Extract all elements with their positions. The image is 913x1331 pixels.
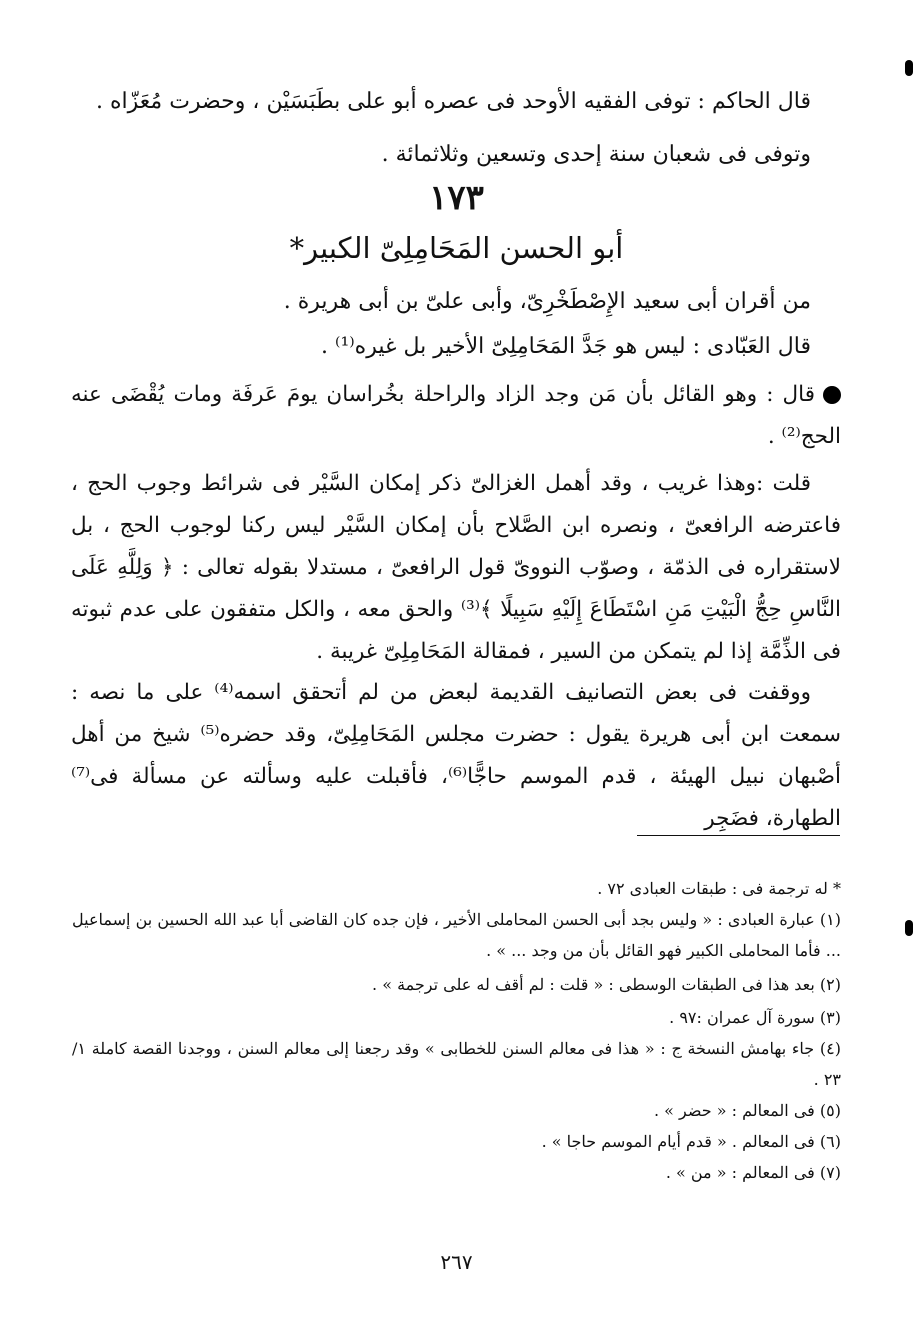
- text-line: وتوفى فى شعبان سنة إحدى وتسعين وثلاثمائة .: [381, 142, 811, 167]
- footnote-4: (٤) جاء بهامش النسخة ج : « هذا فى معالم السنن للخطابى » وقد رجعنا إلى معالم السنن ، ووجدنا القصة كاملة ١/ ٢٣ .: [72, 1039, 841, 1089]
- margin-mark: [905, 920, 913, 936]
- paragraph-waqaftu: ووقفت فى بعض التصانيف القديمة لبعض من لم أتحقق اسمه⁽⁴⁾ على ما نصه : سمعت ابن أبى هريرة يقول : حضرت مجلس المَحَامِلِىّ، وقد حضره⁽⁵⁾ شيخ من أهل أصْبهان نبيل الهيئة ، قدم الموسم حاجًّا⁽⁶⁾، فأقبلت عليه وسألته عن مسألة فى⁽⁷⁾ الطهارة، فضَجِر: [71, 680, 841, 831]
- margin-mark: [905, 60, 913, 76]
- footnote-5: (٥) فى المعالم : « حضر » .: [653, 1101, 841, 1120]
- footnote-6: (٦) فى المعالم . « قدم أيام الموسم حاجا » .: [541, 1132, 841, 1151]
- footnote-1: (١) عبارة العبادى : « وليس بجد أبى الحسن المحاملى الأخير ، فإن جده كان القاضى أبا عبد الله الحسين بن إسماعيل ... فأما المحاملى الكبير فهو القائل بأن من وجد ... » .: [72, 910, 841, 960]
- text-line: قال العَبّادى : ليس هو جَدَّ المَحَامِلِىّ الأخير بل غيره⁽¹⁾ .: [321, 334, 811, 359]
- paragraph-qala: [71, 374, 841, 458]
- paragraph-qultu: قلت :وهذا غريب ، وقد أهمل الغزالىّ ذكر إمكان السَّيْر فى شرائط وجوب الحج ، فاعترضه الرافعىّ ، ونصره ابن الصَّلاح بأن إمكان السَّيْر ليس ركنا لوجوب الحج ، بل لاستقراره فى الذمّة ، وصوّب النووىّ قول الرافعىّ ، مستدلا بقوله تعالى : ﴿ وَلِلَّهِ عَلَى النَّاسِ حِجُّ الْبَيْتِ مَنِ اسْتَطَاعَ إِلَيْهِ سَبِيلًا ﴾⁽³⁾ والحق معه ، والكل متفقون على عدم ثبوته فى الذِّمَّة إذا لم يتمكن من السير ، فمقالة المَحَامِلِىّ غريبة .: [71, 471, 842, 664]
- page-number: ٢٦٧: [440, 1250, 473, 1274]
- footnote-2: (٢) بعد هذا فى الطبقات الوسطى : « قلت : لم أقف له على ترجمة » .: [372, 975, 841, 994]
- text-line: قال الحاكم : توفى الفقيه الأوحد فى عصره أبو على بطَبَسَيْن ، وحضرت مُعَزّاه .: [96, 89, 811, 114]
- footnote-3: (٣) سورة آل عمران :٩٧ .: [669, 1008, 841, 1027]
- paragraph-text: قال : وهو القائل بأن مَن وجد الزاد والراحلة بخُراسان يومَ عَرفَة ومات يُقْضَى عنه الحج⁽²⁾ .: [71, 382, 841, 449]
- text-line: من أقران أبى سعيد الإِصْطَخْرِىّ، وأبى علىّ بن أبى هريرة .: [283, 289, 811, 314]
- footnote-star: * له ترجمة فى : طبقات العبادى ٧٢ .: [597, 879, 841, 898]
- footnote-divider: [637, 835, 840, 836]
- bullet-icon: [823, 386, 841, 404]
- entry-number: ١٧٣: [429, 178, 484, 218]
- entry-title: أبو الحسن المَحَامِلِىّ الكبير*: [289, 231, 624, 265]
- footnote-7: (٧) فى المعالم : « من » .: [665, 1163, 841, 1182]
